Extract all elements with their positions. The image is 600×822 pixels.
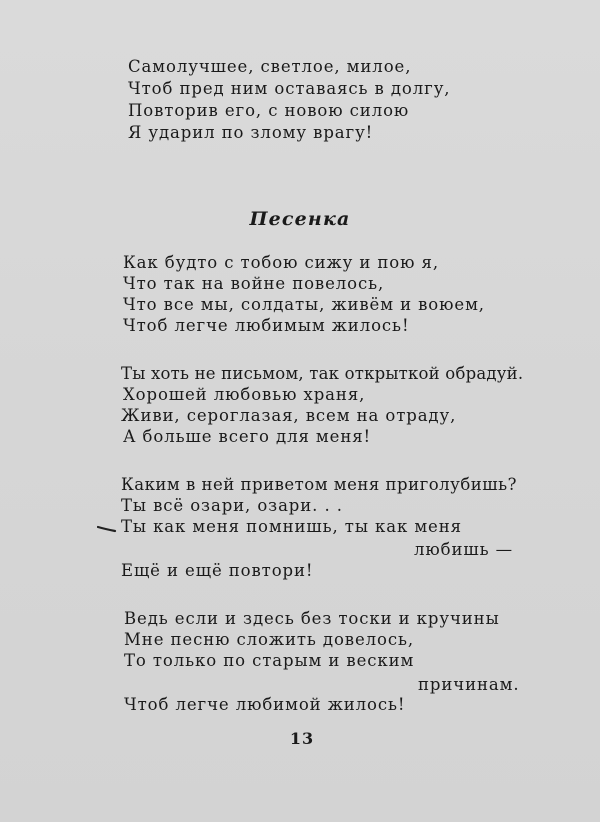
verse-line: Каким в ней приветом меня приголубишь? bbox=[121, 475, 517, 494]
verse-line: Ты как меня помнишь, ты как меня bbox=[121, 517, 462, 536]
margin-pen-mark bbox=[97, 524, 117, 534]
verse-line: Самолучшее, светлое, милое, bbox=[128, 57, 412, 76]
verse-line: Повторив его, с новою силою bbox=[128, 101, 410, 120]
verse-line: Чтоб легче любимой жилось! bbox=[124, 695, 406, 714]
verse-line: Ведь если и здесь без тоски и кручины bbox=[124, 609, 500, 628]
verse-line: Чтоб легче любимым жилось! bbox=[123, 316, 410, 335]
verse-line: Чтоб пред ним оставаясь в долгу, bbox=[128, 79, 451, 98]
verse-line-continuation: причинам. bbox=[418, 675, 520, 694]
page-number: 13 bbox=[289, 729, 315, 748]
verse-line: Мне песню сложить довелось, bbox=[124, 630, 415, 649]
verse-line: Что все мы, солдаты, живём и воюем, bbox=[123, 295, 485, 314]
verse-line: Ещё и ещё повтори! bbox=[121, 561, 314, 580]
verse-line: Ты хоть не письмом, так открыткой обрадуй. bbox=[121, 364, 524, 383]
verse-line: А больше всего для меня! bbox=[123, 427, 372, 446]
verse-line: То только по старым и веским bbox=[124, 651, 415, 670]
verse-line: Я ударил по злому врагу! bbox=[128, 123, 374, 142]
verse-line: Ты всё озари, озари. . . bbox=[121, 496, 343, 515]
verse-line: Что так на войне повелось, bbox=[123, 274, 385, 293]
verse-line: Как будто с тобою сижу и пою я, bbox=[123, 253, 440, 272]
verse-line: Хорошей любовью храня, bbox=[123, 385, 366, 404]
poem-title: Песенка bbox=[249, 208, 351, 230]
verse-line-continuation: любишь — bbox=[414, 540, 514, 559]
verse-line: Живи, сероглазая, всем на отраду, bbox=[121, 406, 457, 425]
